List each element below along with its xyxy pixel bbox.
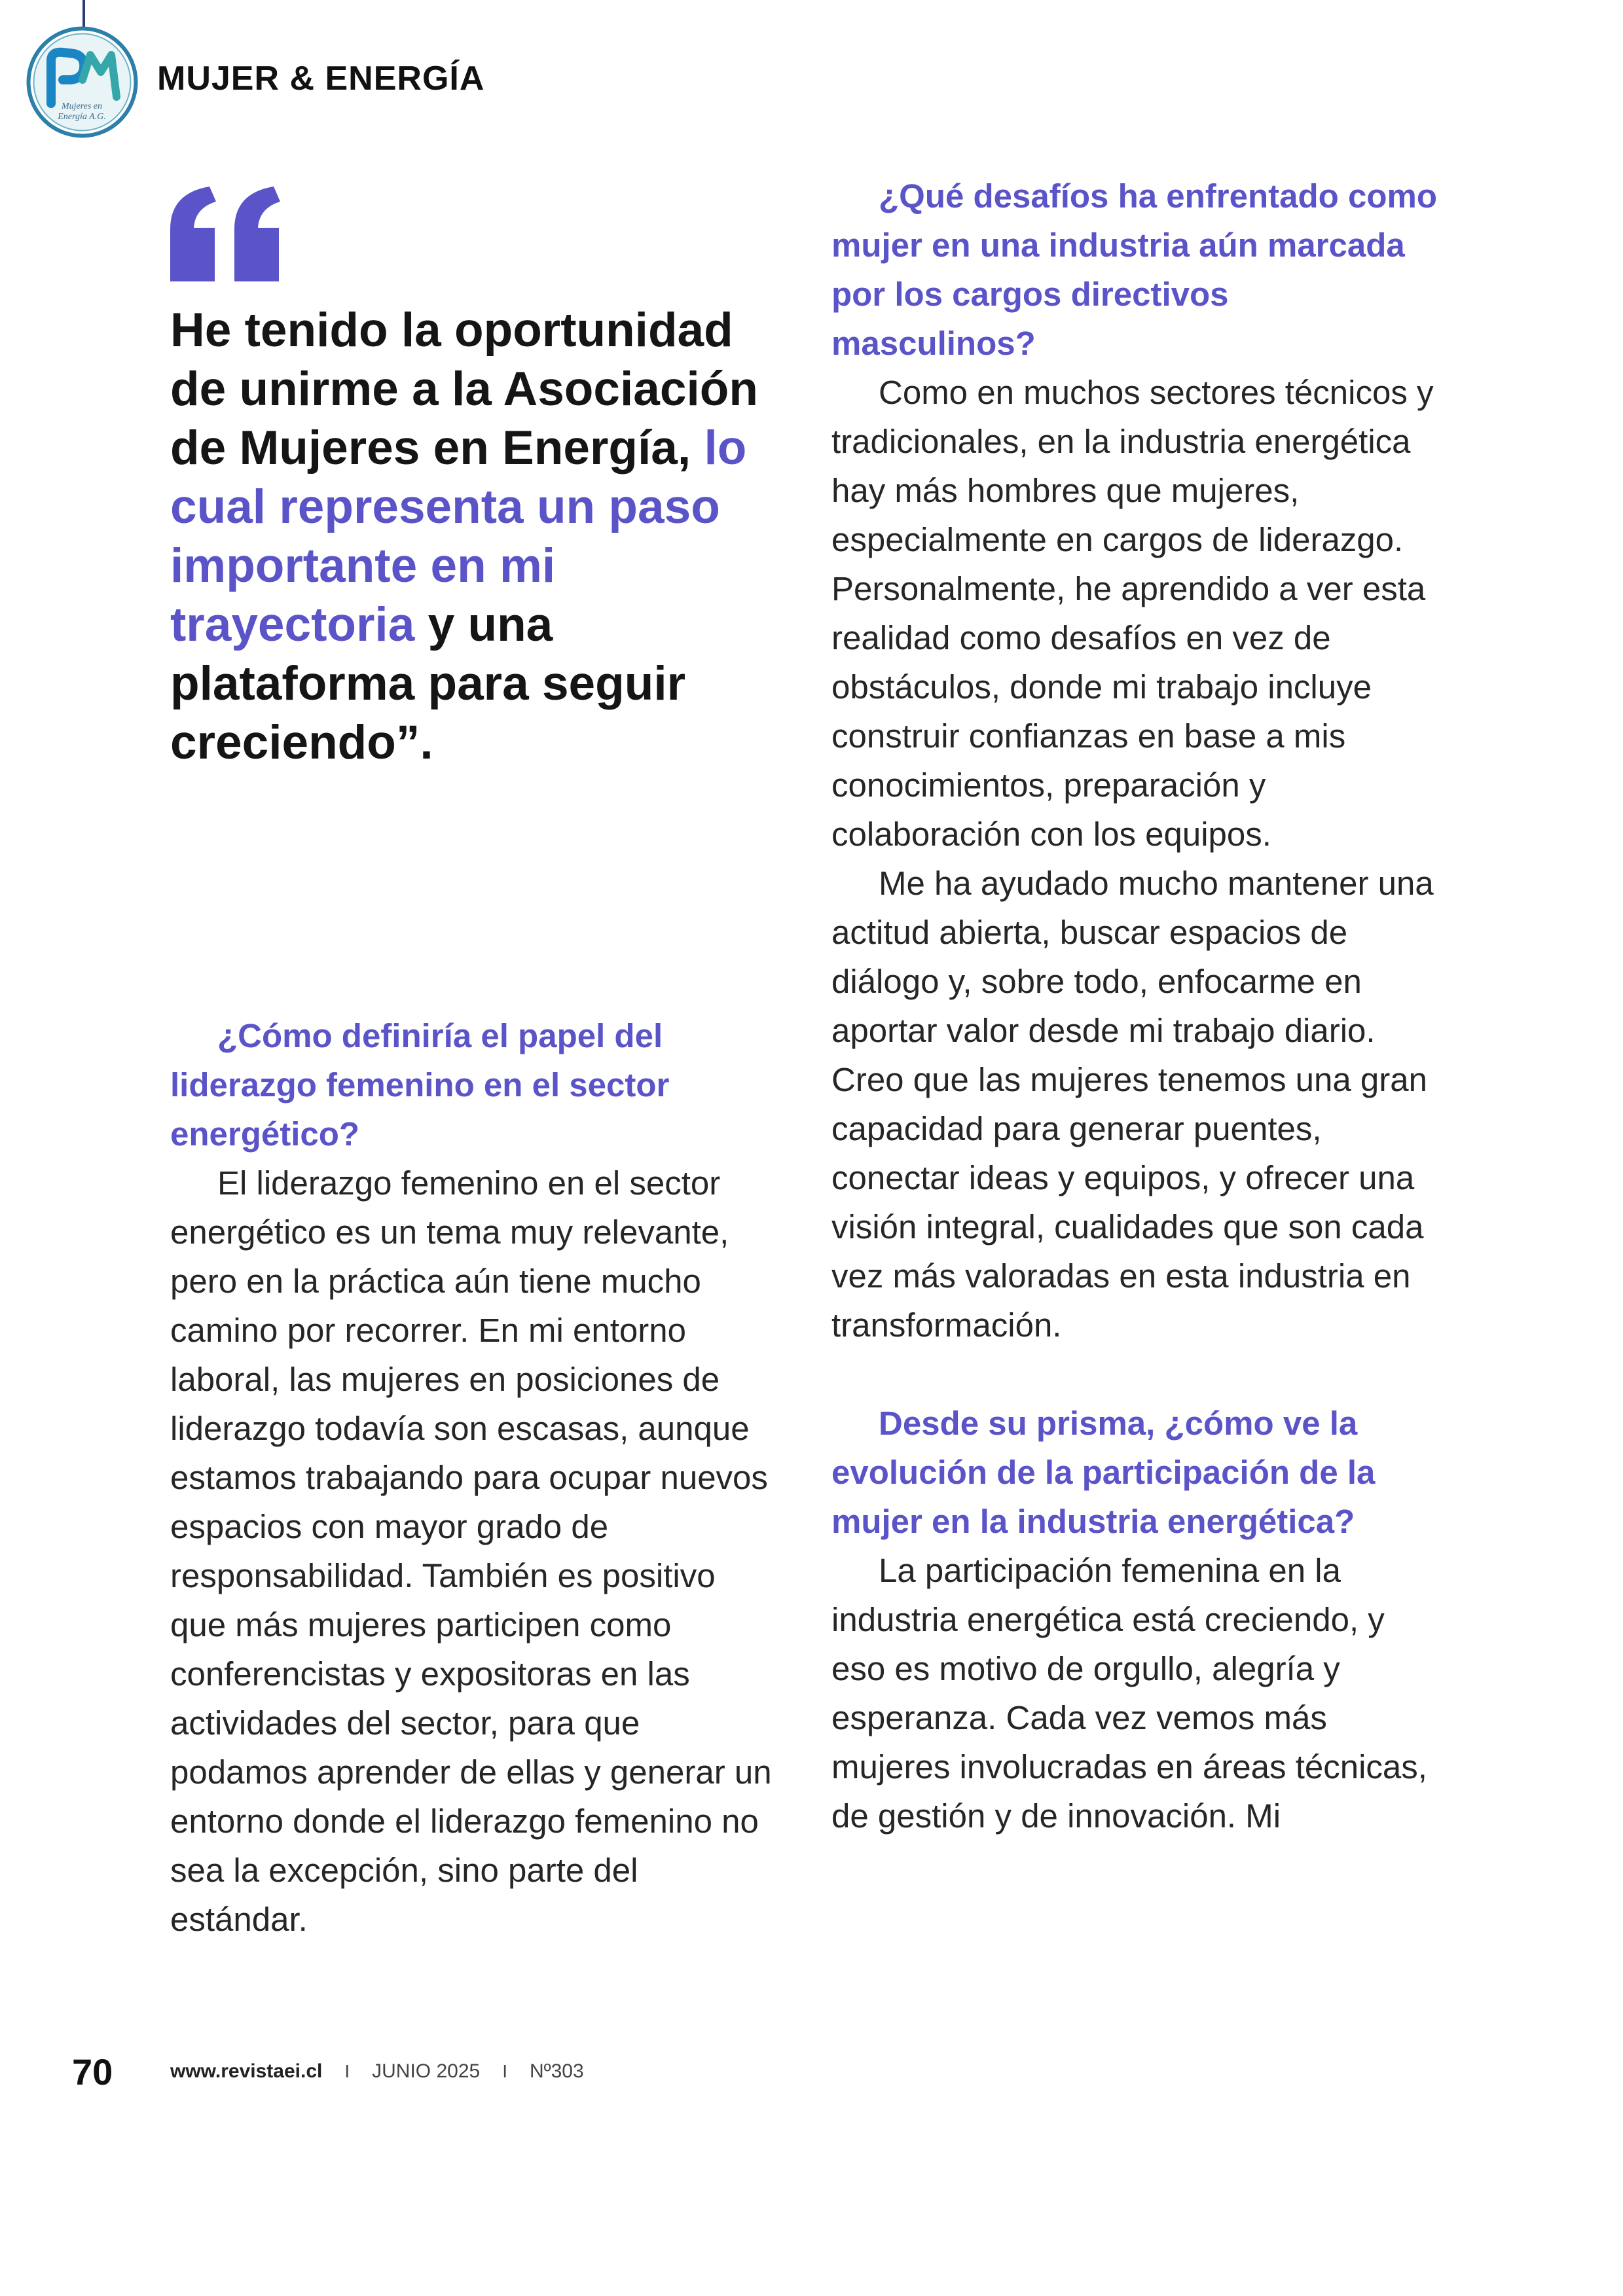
issue-number: Nº303	[529, 2060, 584, 2082]
paragraph-gap	[831, 1350, 1440, 1399]
mujeres-en-energia-logo	[25, 25, 139, 139]
right-column	[831, 171, 1440, 1840]
interview-question: ¿Cómo definiría el papel del liderazgo femenino en el sector energético?	[170, 1017, 670, 1153]
interview-answer: Me ha ayudado mucho mantener una actitud abierta, buscar espacios de diálogo y, sobre todo, enfocarme en aportar valor desde mi trabajo diario. Creo que las mujeres tenemos una gran capacidad para generar puentes, conectar ideas y equipos, y ofrecer una visión integral, cualidades que son cada vez más valoradas en esta industria en transformación.	[831, 865, 1434, 1344]
pull-quote-part-1: He tenido la oportunidad de unirme a la Asociación de Mujeres en Energía,	[170, 304, 758, 475]
opening-quote-icon	[164, 183, 288, 281]
pull-quote	[170, 301, 786, 772]
interview-answer: Como en muchos sectores técnicos y tradicionales, en la industria energética hay más hombres que mujeres, especialmente en cargos de liderazgo. Personalmente, he aprendido a ver esta realidad como desafíos en vez de obstáculos, donde mi trabajo incluye construir confianzas en base a mis conocimientos, preparación y colaboración con los equipos.	[831, 374, 1434, 853]
pull-quote-part-2: y una plataforma para seguir creciendo”.	[170, 598, 686, 769]
logo-text-line-1: Mujeres en	[61, 101, 103, 111]
interview-answer: La participación femenina en la industria energética está creciendo, y eso es motivo de orgullo, alegría y esperanza. Cada vez vemos más mujeres involucradas en áreas técnicas, de gestión y de innovación. Mi	[831, 1552, 1427, 1835]
logo-text-line-2: Energía A.G.	[58, 112, 106, 122]
issue-date: JUNIO 2025	[372, 2060, 481, 2082]
footer-separator: I	[344, 2061, 350, 2081]
section-label: MUJER & ENERGÍA	[157, 60, 485, 98]
interview-question: Desde su prisma, ¿cómo ve la evolución de la participación de la mujer en la industria energética?	[831, 1405, 1376, 1540]
pull-quote-highlight: lo cual representa un paso importante en mi trayectoria	[170, 422, 747, 651]
left-column	[170, 1011, 779, 1944]
website-link[interactable]: www.revistaei.cl	[170, 2060, 323, 2082]
interview-answer: El liderazgo femenino en el sector energético es un tema muy relevante, pero en la práctica aún tiene mucho camino por recorrer. En mi entorno laboral, las mujeres en posiciones de liderazgo todavía son escasas, aunque estamos trabajando para ocupar nuevos espacios con mayor grado de responsabilidad. También es positivo que más mujeres participen como conferencistas y expositoras en las actividades del sector, para que podamos aprender de ellas y generar un entorno donde el liderazgo femenino no sea la excepción, sino parte del estándar.	[170, 1164, 772, 1938]
footer-separator: I	[502, 2061, 507, 2081]
page-number: 70	[72, 2051, 113, 2092]
page-footer	[72, 2049, 584, 2094]
interview-question: ¿Qué desafíos ha enfrentado como mujer en una industria aún marcada por los cargos directivos masculinos?	[831, 177, 1437, 362]
